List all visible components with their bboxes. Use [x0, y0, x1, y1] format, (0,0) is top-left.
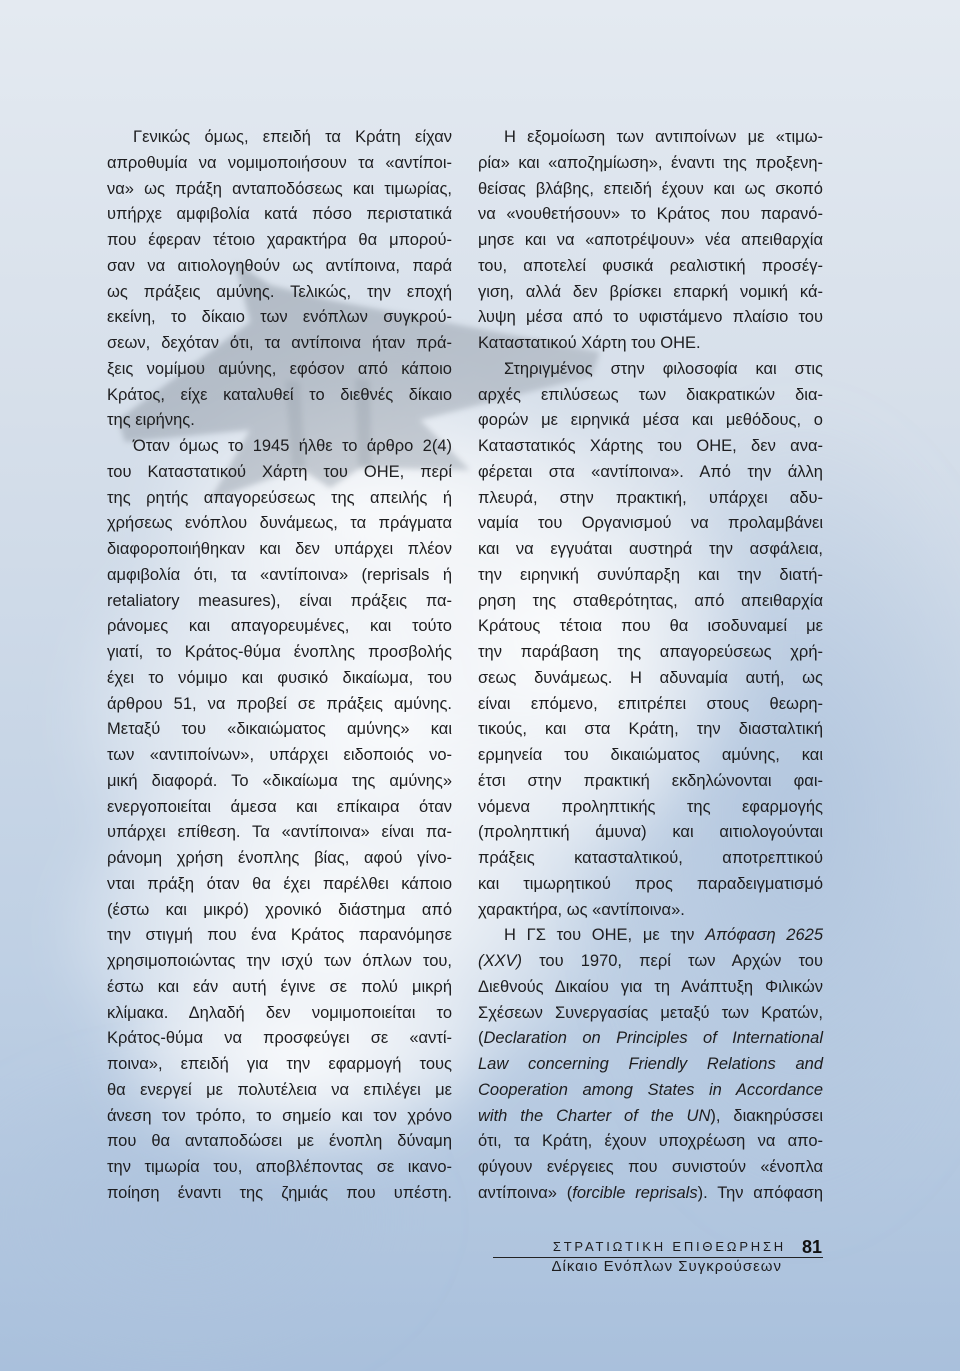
text-line: πράξεις κατασταλτικού, αποτρεπτικού: [478, 849, 823, 867]
text-line: αρχές επιλύσεως των διακρατικών δια-: [478, 385, 823, 404]
text-line: Στηριγμένος στην φιλοσοφία και στις: [504, 359, 823, 378]
text-line: Κράτος, είχε καταλυθεί το διεθνές δίκαιο: [107, 385, 452, 404]
text-line: [478, 1181, 823, 1207]
text-line: retaliatory measures), είναι πράξεις πα-: [107, 591, 452, 610]
text-line: ως πράξεις αμύνης. Τελικώς, την εποχή: [107, 282, 453, 301]
text-line: νται πράξη όταν θα έχει παρέλθει κάποιο: [107, 874, 452, 893]
text-line: να» ως πράξη ανταποδόσεως και τιμωρίας,: [107, 179, 452, 198]
text-line: νόμενα προληπτικής της εφαρμογής: [478, 797, 823, 816]
text-line: υπήρχε αμφιβολία κατά πόσο περιστατικά: [107, 205, 452, 224]
text-line: ενεργοποιείται άμεσα και επίκαιρα όταν: [107, 797, 452, 816]
text-line: Γενικώς όμως, επειδή τα Κράτη είχαν: [133, 128, 452, 146]
text-line: αμφιβολία ότι, τα «αντίποινα» (reprisals ή: [107, 565, 452, 584]
text-line: θείσας βλάβης, επειδή έχουν και ως σκοπό: [478, 179, 823, 198]
text-line: μησε και να «αποτρέψουν» νέα απειθαρχία: [478, 231, 823, 249]
text-run: Η ΓΣ του ΟΗΕ, με την: [504, 926, 706, 945]
text-line: χαρακτήρα, ως «αντίποινα».: [478, 900, 685, 919]
text-line: γιατί, το Κράτος-θύμα ένοπλης προσβολής: [107, 643, 452, 661]
left-column: [107, 125, 452, 1207]
text-line: [478, 923, 823, 949]
italic-text-line: Cooperation among States in Accordance: [478, 1080, 823, 1099]
section-title: Δίκαιο Ενόπλων Συγκρούσεων: [551, 1258, 782, 1275]
text-line: χρήσεως ενόπλου δυνάμεως, τα πράγματα: [107, 514, 452, 533]
text-line: ράνομη χρήση ένοπλης βίας, αφού γίνο-: [107, 849, 452, 867]
text-line: σαν να αιτιολογηθούν ως αντίποινα, παρά: [107, 256, 452, 275]
text-line: Σχέσεων Συνεργασίας μεταξύ των Κρατών,: [478, 1003, 823, 1022]
text-line: Η εξομοίωση των αντιποίνων με «τιμω-: [504, 128, 823, 146]
text-line: σεων, δεχόταν ότι, τα αντίποινα ήταν πρά-: [107, 334, 452, 352]
text-run: ), διακηρύσσει: [710, 1106, 823, 1125]
text-line: την στιγμή που ένα Κράτος παρανόμησε: [107, 926, 452, 945]
text-line: Κράτος-θύμα να προσφεύγει σε «αντί-: [107, 1029, 452, 1048]
text-line: ξεις νομίμου αμύνης, εφόσον από κάποιο: [107, 359, 452, 378]
text-line: εκείνη, το δίκαιο των ενόπλων συγκρού-: [107, 308, 452, 327]
text-line: του Καταστατικού Χάρτη του ΟΗΕ, περί: [107, 462, 452, 481]
italic-text: Απόφαση 2625: [705, 926, 824, 945]
text-line: Καταστατικός Χάρτης του ΟΗΕ, δεν ανα-: [478, 437, 823, 455]
text-line: (προληπτική άμυνα) και αιτιολογούνται: [478, 823, 823, 842]
page-number: 81: [801, 1237, 822, 1257]
text-line: θα ενεργεί με πολυτέλεια να επιλέγει με: [107, 1080, 452, 1099]
text-line: σεως δυνάμεως. Η αδυναμία αυτή, ως: [478, 668, 823, 687]
text-line: του, αποτελεί φυσικά ρεαλιστική προσέγ-: [478, 256, 823, 275]
italic-text-line: Law concerning Friendly Relations and: [478, 1055, 823, 1073]
text-line: που θα ανταποδώσει με ένοπλη δύναμη: [107, 1132, 452, 1151]
right-column: [478, 125, 823, 1207]
text-run: ). Την απόφαση: [697, 1183, 824, 1202]
text-run: του 1970, περί των Αρχών του: [522, 952, 823, 970]
text-line: γιση, αλλά δεν βρίσκει επαρκή νομική κά-: [478, 282, 823, 301]
text-line: ότι, τα Κράτη, έχουν υποχρέωση να απο-: [478, 1132, 823, 1151]
text-line: χρησιμοποιώντας την ισχύ των όπλων του,: [107, 952, 452, 970]
text-line: λυψη μέσα από το υφιστάμενο πλαίσιο του: [478, 308, 823, 327]
text-line: [478, 1104, 823, 1130]
text-line: ρηση της σταθερότητας, από απειθαρχία: [478, 591, 823, 610]
text-line: ποίηση έναντι της ζημιάς που υπέστη.: [107, 1183, 452, 1202]
text-line: έτσι στην πρακτική εκδηλώνονται φαι-: [478, 771, 823, 790]
text-line: πλευρά, στην πρακτική, υπάρχει αδυ-: [478, 488, 823, 507]
text-line: Μεταξύ του «δικαιώματος αμύνης» και: [107, 720, 452, 739]
text-line: είναι επόμενο, επιτρέπει στους θεωρη-: [478, 694, 824, 713]
italic-text: (XXV): [478, 952, 523, 970]
text-line: Διεθνούς Δικαίου για τη Ανάπτυξη Φιλικών: [478, 977, 823, 996]
text-run: αντίποινα» (: [478, 1183, 573, 1202]
text-line: φύγουν ενέργειες που συνιστούν «ένοπλα: [478, 1158, 823, 1176]
text-line: της ρητής απαγορεύσεως της απειλής ή: [107, 488, 452, 507]
text-line: φέρεται στα «αντίποινα». Από την άλλη: [478, 462, 823, 481]
text-line: άνεση τον τρόπο, το σημείο και τον χρόνο: [107, 1106, 452, 1125]
text-line: κλίμακα. Δηλαδή δεν νομιμοποιείται το: [107, 1003, 452, 1022]
text-line: άρθρου 51, να προβεί σε πράξεις αμύνης.: [107, 694, 452, 713]
text-line: ρία» και «αποζημίωση», έναντι της προξενη-: [478, 153, 823, 172]
text-line: να «νουθετήσουν» το Κράτος που παρανό-: [478, 205, 823, 224]
text-line: των «αντιποίνων», υπάρχει ειδοποιός νο-: [107, 746, 452, 764]
text-line: της ειρήνης.: [107, 411, 195, 430]
text-line: έστω και εάν αυτή έγινε σε πολύ μικρή: [107, 977, 452, 996]
italic-text: with the Charter of the UN: [478, 1106, 711, 1125]
text-line: (έστω και μικρό) χρονικό διάστημα από: [107, 900, 452, 919]
text-line: την τιμωρία του, αποβλέποντας σε ικανο-: [107, 1158, 452, 1176]
text-line: τικούς, και στα Κράτη, την διασταλτική: [478, 720, 823, 739]
text-line: [478, 949, 823, 975]
text-line: φορών με ειρηνικά μέσα και μεθόδους, ο: [478, 411, 823, 430]
text-line: ράνομες και απαγορευμένες, και τούτο: [107, 617, 452, 636]
text-line: διαφοροποιήθηκαν και δεν υπάρχει πλέον: [107, 540, 452, 558]
text-run: (: [478, 1029, 484, 1048]
text-line: απροθυμία να νομιμοποιήσουν τα «αντίποι-: [107, 153, 452, 172]
text-line: υπάρχει επίθεση. Τα «αντίποινα» είναι πα-: [107, 823, 452, 842]
text-line: που έφεραν τέτοιο χαρακτήρα θα μπορού-: [107, 231, 452, 249]
text-line: και να εγγυάται αυστηρά την ασφάλεια,: [478, 540, 823, 558]
text-line: ποινα», επειδή για την εφαρμογή τους: [107, 1055, 452, 1073]
text-line: και τιμωρητικού προς παραδειγματισμό: [478, 874, 823, 893]
italic-text: forcible reprisals: [572, 1183, 698, 1202]
text-line: Καταστατικού Χάρτη του ΟΗΕ.: [478, 334, 701, 352]
text-line: ερμηνεία του δικαιώματος αμύνης, και: [478, 746, 823, 764]
text-line: την ειρηνική συνύπαρξη και την διατή-: [478, 565, 823, 584]
text-line: Κράτους τέτοια που θα ισοδυναμεί με: [478, 617, 823, 636]
text-line: ναμία του Οργανισμού να προλαμβάνει: [478, 514, 823, 533]
magazine-title: ΣΤΡΑΤΙΩΤΙΚΗ ΕΠΙΘΕΩΡΗΣΗ: [552, 1239, 786, 1254]
text-line: την παράβαση της απαγορεύσεως χρή-: [478, 643, 823, 661]
italic-text: Declaration on Principles of International: [483, 1029, 823, 1048]
text-line: έχει το νόμιμο και φυσικό δικαίωμα, του: [107, 668, 452, 687]
text-line: μική διαφορά. Το «δικαίωμα της αμύνης»: [107, 771, 452, 790]
text-line: [478, 1026, 823, 1052]
text-line: Όταν όμως το 1945 ήλθε το άρθρο 2(4): [133, 437, 452, 455]
